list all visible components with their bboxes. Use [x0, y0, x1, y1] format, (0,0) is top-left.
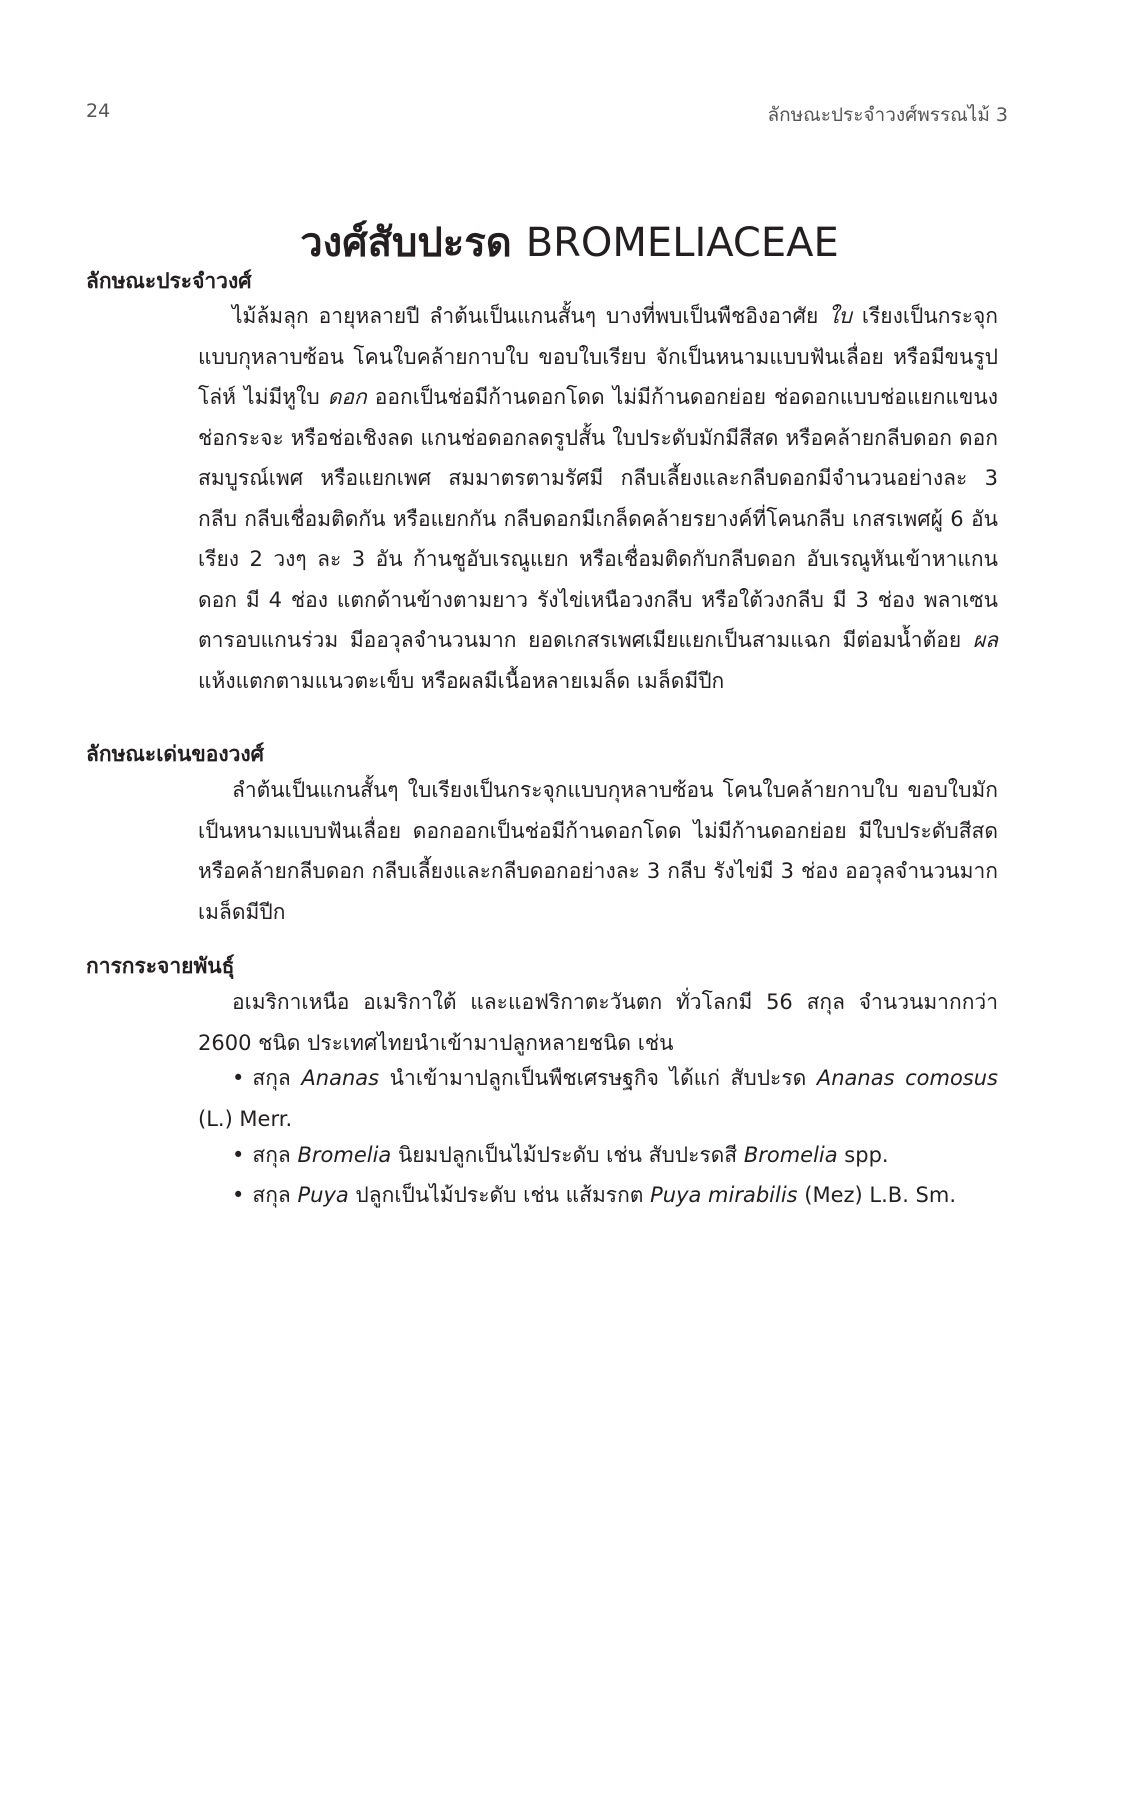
heading-distinctive: ลักษณะเด่นของวงศ์ [86, 742, 264, 766]
distinctive-paragraph: ลำต้นเป็นแกนสั้นๆ ใบเรียงเป็นกระจุกแบบกุหลาบซ้อน โคนใบคล้ายกาบใบ ขอบใบมักเป็นหนามแบบฟันเลื่อย ดอกออกเป็นช่อมีก้านดอกโดด ไม่มีก้านดอกย่อย มีใบประดับสีสดหรือคล้ายกลีบดอก กลีบเลี้ยงและกลีบดอกอย่างละ 3 กลีบ รังไข่มี 3 ช่อง ออวุลจำนวนมาก เมล็ดมีปีก [198, 778, 998, 924]
characteristics-paragraph: ไม้ล้มลุก อายุหลายปี ลำต้นเป็นแกนสั้นๆ บางที่พบเป็นพืชอิงอาศัย ใบ เรียงเป็นกระจุกแบบกุหลาบซ้อน โคนใบคล้ายกาบใบ ขอบใบเรียบ จักเป็นหนามแบบฟันเลื่อย หรือมีขนรูปโล่ห์ ไม่มีหูใบ ดอก ออกเป็นช่อมีก้านดอกโดด ไม่มีก้านดอกย่อย ช่อดอกแบบช่อแยกแขนง ช่อกระจะ หรือช่อเชิงลด แกนช่อดอกลดรูปสั้น ใบประดับมักมีสีสด หรือคล้ายกลีบดอก ดอกสมบูรณ์เพศ หรือแยกเพศ สมมาตรตามรัศมี กลีบเลี้ยงและกลีบดอกมีจำนวนอย่างละ 3 กลีบ กลีบเชื่อมติดกัน หรือแยกกัน กลีบดอกมีเกล็ดคล้ายรยางค์ที่โคนกลีบ เกสรเพศผู้ 6 อัน เรียง 2 วงๆ ละ 3 อัน ก้านชูอับเรณูแยก หรือเชื่อมติดกับกลีบดอก อับเรณูหันเข้าหาแกนดอก มี 4 ช่อง แตกด้านข้างตามยาว รังไข่เหนือวงกลีบ หรือใต้วงกลีบ มี 3 ช่อง พลาเซนตารอบแกนร่วม มีออวุลจำนวนมาก ยอดเกสรเพศเมียแยกเป็นสามแฉก มีต่อมน้ำต้อย ผล แห้งแตกตามแนวตะเข็บ หรือผลมีเนื้อหลายเมล็ด เมล็ดมีปีก [198, 304, 999, 693]
bullet-icon: • [232, 1183, 245, 1207]
running-head: ลักษณะประจำวงศ์พรรณไม้ 3 [767, 104, 1008, 126]
list-item: • สกุล Puya ปลูกเป็นไม้ประดับ เช่น แส้มรกต Puya mirabilis (Mez) L.B. Sm. [232, 1183, 957, 1207]
title-latin: BROMELIACEAE [525, 220, 839, 266]
bullet-icon: • [232, 1143, 245, 1167]
page-number: 24 [86, 100, 111, 122]
title-thai: วงศ์สับปะรด [300, 220, 512, 266]
heading-distribution: การกระจายพันธุ์ [86, 954, 235, 978]
heading-characteristics: ลักษณะประจำวงศ์ [86, 269, 252, 293]
list-item: • สกุล Bromelia นิยมปลูกเป็นไม้ประดับ เช่น สับปะรดสี Bromelia spp. [232, 1143, 889, 1167]
distribution-paragraph: อเมริกาเหนือ อเมริกาใต้ และแอฟริกาตะวันตก ทั่วโลกมี 56 สกุล จำนวนมากกว่า 2600 ชนิด ประเทศไทยนำเข้ามาปลูกหลายชนิด เช่น [198, 990, 998, 1055]
bullet-icon: • [232, 1066, 245, 1090]
list-item: • สกุล Ananas นำเข้ามาปลูกเป็นพืชเศรษฐกิจ ได้แก่ สับปะรด Ananas comosus (L.) Merr. [198, 1066, 999, 1131]
